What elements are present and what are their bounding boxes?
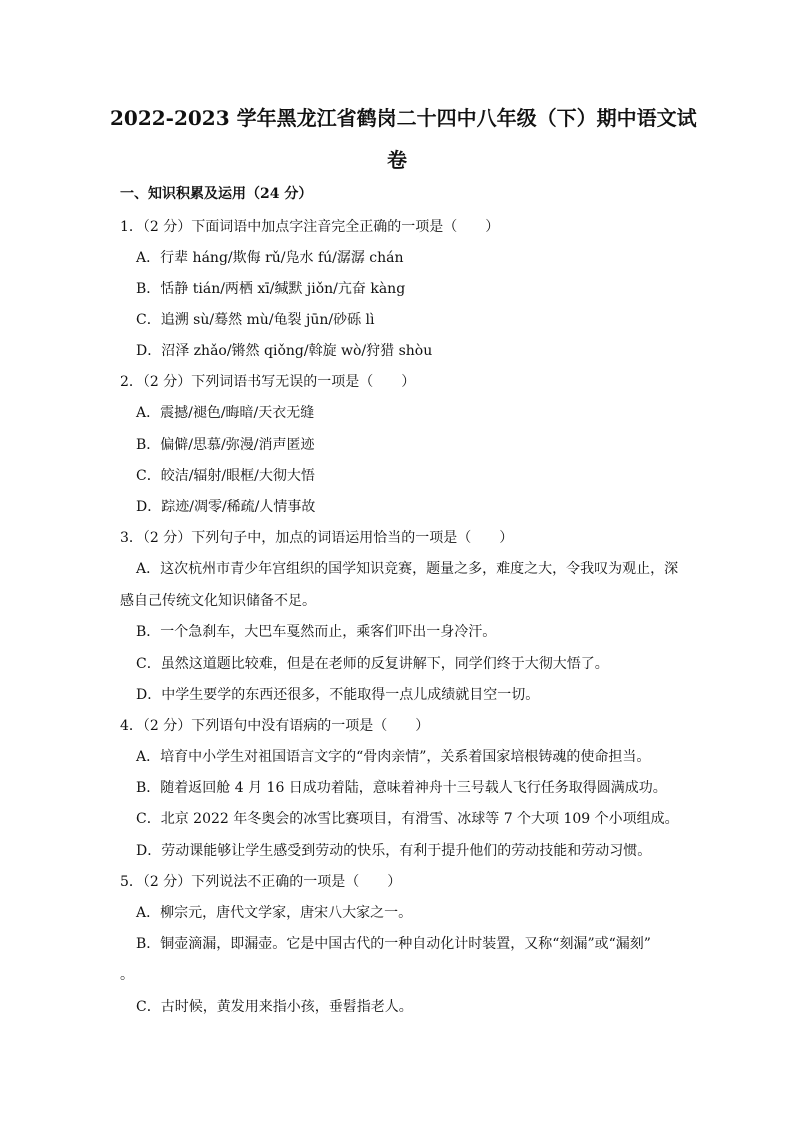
question-3-option-c: C．虽然这道题比较难，但是在老师的反复讲解下，同学们终于大彻大悟了。: [136, 656, 609, 672]
document-title-line-2: 卷: [387, 148, 407, 172]
question-5-option-b-line-1: B．铜壶滴漏，即漏壶。它是中国古代的一种自动化计时装置，又称“刻漏”或“漏刻”: [136, 936, 651, 952]
question-3-option-a-line-2: 感自己传统文化知识储备不足。: [120, 593, 316, 609]
question-3-option-d: D．中学生要学的东西还很多，不能取得一点儿成绩就目空一切。: [136, 687, 540, 703]
question-4-option-b: B．随着返回舱 4 月 16 日成功着陆，意味着神舟十三号载人飞行任务取得圆满成功。: [136, 780, 667, 796]
question-1-option-d: D．沼泽 zhǎo/锵然 qiǒng/斡旋 wò/狩猎 shòu: [136, 343, 433, 359]
question-5-option-a: A．柳宗元，唐代文学家，唐宋八大家之一。: [136, 905, 413, 921]
question-4-option-a: A．培育中小学生对祖国语言文字的“骨肉亲情”，关系着国家培根铸魂的使命担当。: [136, 749, 651, 765]
question-1-option-a: A．行辈 háng/欺侮 rǔ/凫水 fú/潺潺 chán: [136, 250, 404, 266]
question-2-option-c: C．皎洁/辐射/眼框/大彻大悟: [136, 468, 315, 484]
question-2-option-b: B．偏僻/思慕/弥漫/消声匿迹: [136, 437, 315, 453]
question-4-option-c: C．北京 2022 年冬奥会的冰雪比赛项目，有滑雪、冰球等 7 个大项 109 个小项组成。: [136, 811, 679, 827]
question-3-option-b: B．一个急刹车，大巴车戛然而止，乘客们吓出一身冷汗。: [136, 624, 497, 640]
question-2-option-a: A．震撼/褪色/晦暗/天衣无缝: [136, 405, 315, 421]
question-3-option-a-line-1: A．这次杭州市青少年宫组织的国学知识竞赛，题量之多，难度之大，令我叹为观止，深: [136, 561, 679, 577]
question-3-stem: 3．（2 分）下列句子中，加点的词语运用恰当的一项是（ ）: [120, 530, 514, 546]
question-1-option-b: B．恬静 tián/两栖 xī/缄默 jiǒn/亢奋 kàng: [136, 281, 406, 297]
question-1-option-c: C．追溯 sù/蓦然 mù/龟裂 jūn/砂砾 lì: [136, 312, 375, 328]
section-heading: 一、知识积累及运用（24 分）: [120, 186, 313, 202]
question-5-stem: 5．（2 分）下列说法不正确的一项是（ ）: [120, 874, 402, 890]
question-1-stem: 1．（2 分）下面词语中加点字注音完全正确的一项是（ ）: [120, 219, 500, 235]
question-4-option-d: D．劳动课能够让学生感受到劳动的快乐，有利于提升他们的劳动技能和劳动习惯。: [136, 843, 652, 859]
question-5-option-c: C．古时候，黄发用来指小孩，垂髫指老人。: [136, 999, 413, 1015]
question-2-option-d: D．踪迹/凋零/稀疏/人情事故: [136, 499, 316, 515]
question-5-option-b-line-2: 。: [120, 967, 134, 983]
question-4-stem: 4．（2 分）下列语句中没有语病的一项是（ ）: [120, 718, 430, 734]
document-title-line-1: 2022-2023 学年黑龙江省鹤岗二十四中八年级（下）期中语文试: [110, 106, 697, 130]
question-2-stem: 2．（2 分）下列词语书写无误的一项是（ ）: [120, 374, 416, 390]
